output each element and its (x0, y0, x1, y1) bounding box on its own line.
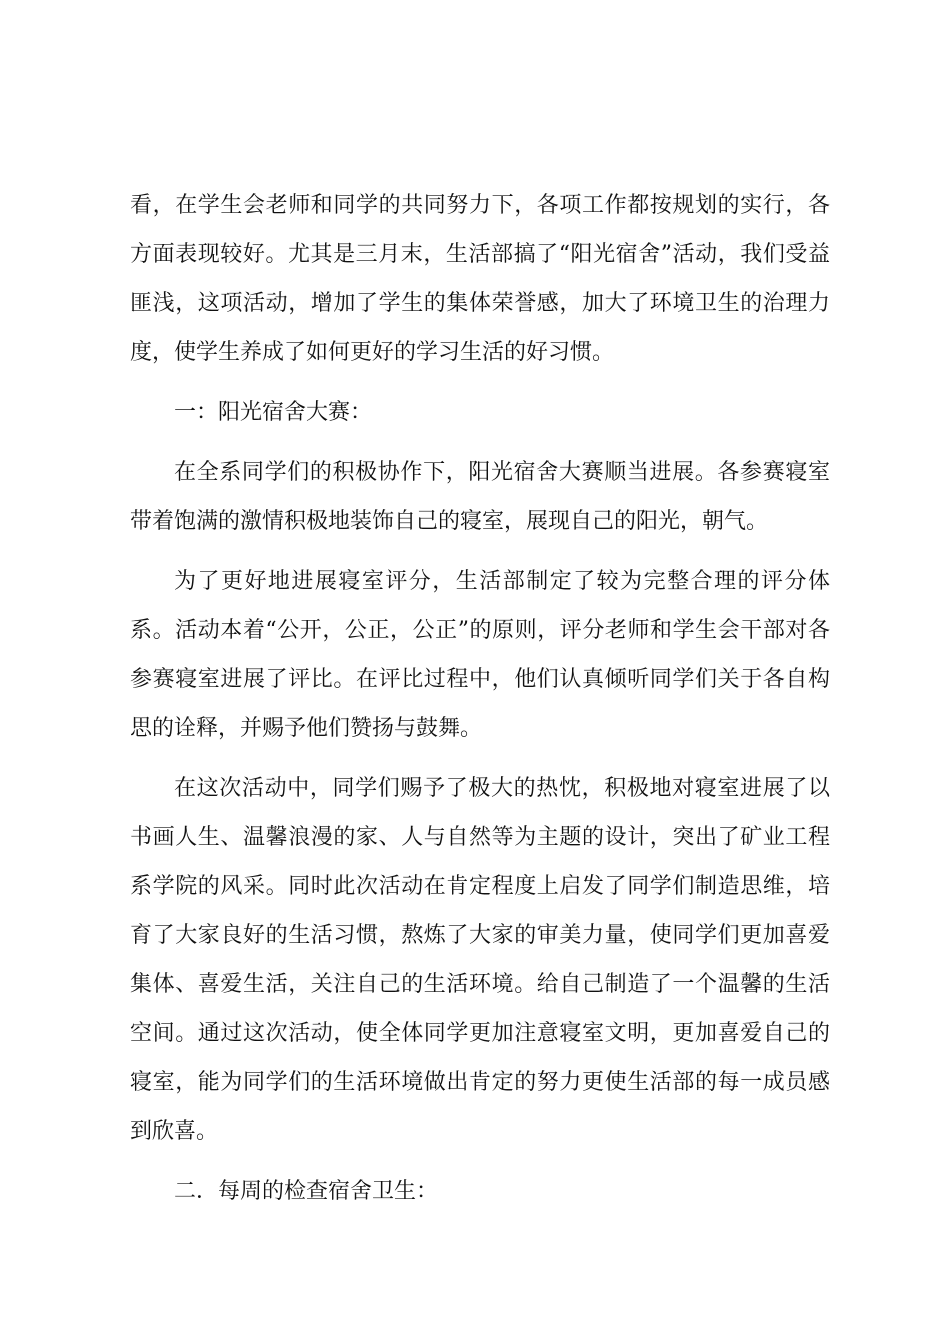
paragraph-scoring-system: 为了更好地进展寝室评分，生活部制定了较为完整合理的评分体系。活动本着“公开，公正，公正”的原则，评分老师和学生会干部对各参赛寝室进展了评比。在评比过程中，他们认真倾听同学们关于各自构思的诠释，并赐予他们赞扬与鼓舞。 (130, 569, 830, 741)
section-heading-weekly-inspection: 二．每周的检查宿舍卫生： (174, 1179, 439, 1204)
document-body (130, 181, 830, 1227)
paragraph-contest-intro: 在全系同学们的积极协作下，阳光宿舍大赛顺当进展。各参赛寝室带着饱满的激情积极地装饰自己的寝室，展现自己的阳光，朝气。 (130, 460, 830, 534)
paragraph-continuation: 看，在学生会老师和同学的共同努力下，各项工作都按规划的实行，各方面表现较好。尤其是三月末，生活部搞了“阳光宿舍”活动，我们受益匪浅，这项活动，增加了学生的集体荣誉感，加大了环境卫生的治理力度，使学生养成了如何更好的学习生活的好习惯。 (130, 193, 830, 365)
paragraph-activity-outcome: 在这次活动中，同学们赐予了极大的热忱，积极地对寝室进展了以书画人生、温馨浪漫的家、人与自然等为主题的设计，突出了矿业工程系学院的风采。同时此次活动在肯定程度上启发了同学们制造思维，培育了大家良好的生活习惯，熬炼了大家的审美力量，使同学们更加喜爱集体、喜爱生活，关注自己的生活环境。给自己制造了一个温馨的生活空间。通过这次活动，使全体同学更加注意寝室文明，更加喜爱自己的寝室，能为同学们的生活环境做出肯定的努力更使生活部的每一成员感到欣喜。 (130, 776, 830, 1144)
section-heading-sunshine-dorm-contest: 一：阳光宿舍大赛： (174, 400, 373, 425)
